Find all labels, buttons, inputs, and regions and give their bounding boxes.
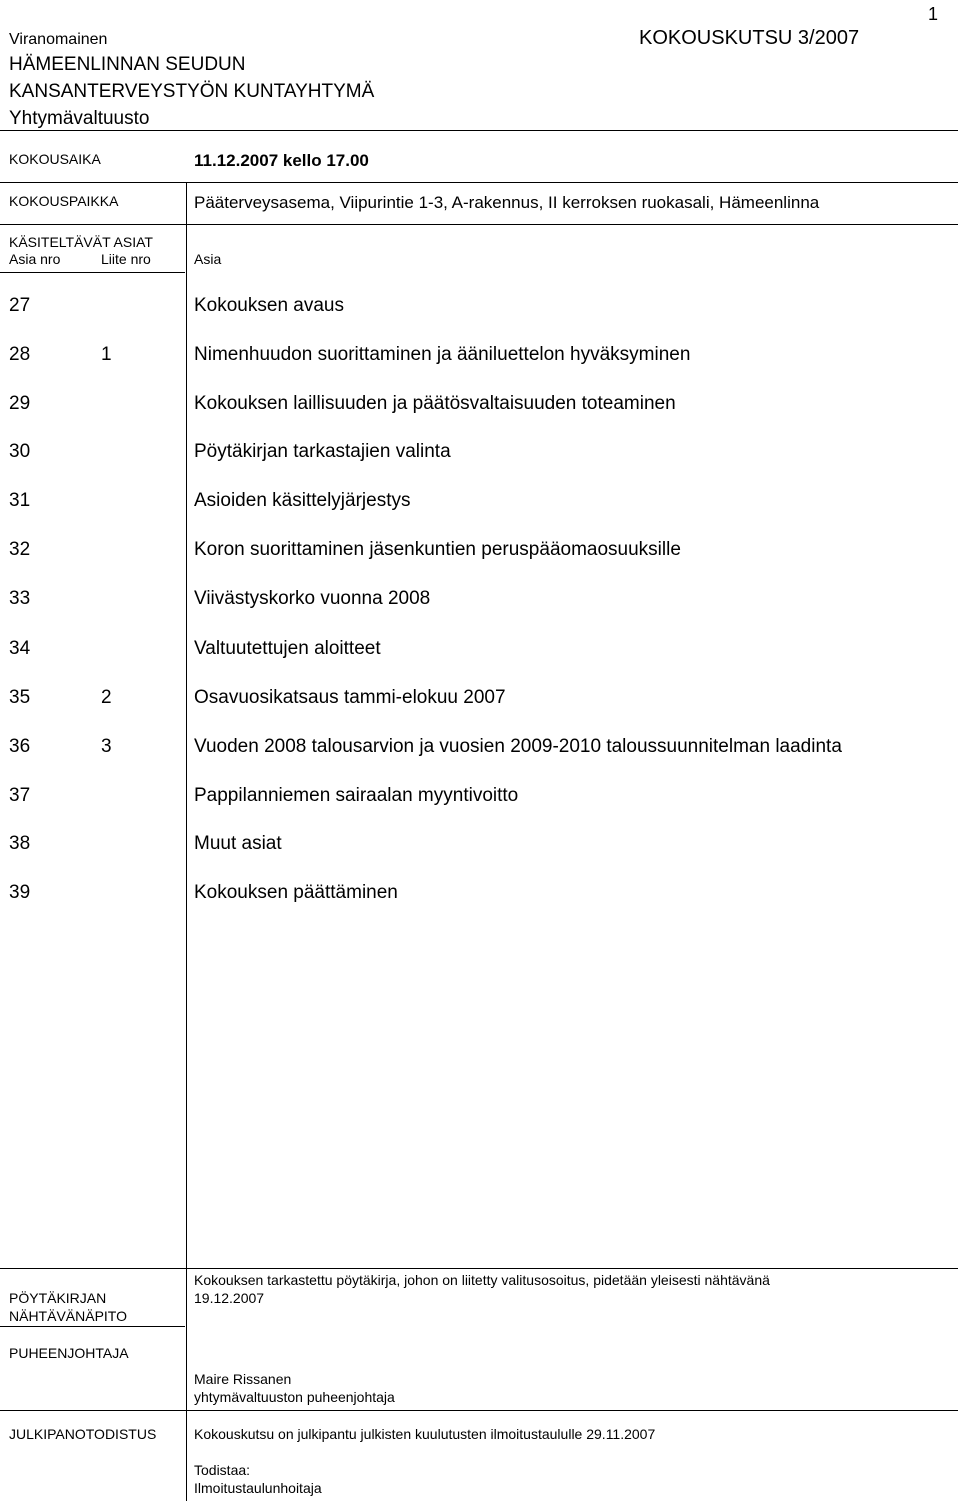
display-text-2: 19.12.2007 bbox=[194, 1290, 265, 1306]
agenda-item-title: Valtuutettujen aloitteet bbox=[194, 638, 381, 659]
agenda-item-title: Muut asiat bbox=[194, 833, 282, 854]
meeting-place-label: KOKOUSPAIKKA bbox=[9, 193, 119, 209]
authority-label: Viranomainen bbox=[9, 31, 108, 48]
meeting-place-value: Pääterveysasema, Viipurintie 1-3, A-rakennus, II kerroksen ruokasali, Hämeenlinna bbox=[194, 193, 820, 212]
meeting-time-value: 11.12.2007 kello 17.00 bbox=[194, 151, 369, 170]
agenda-item-title: Nimenhuudon suorittaminen ja ääniluettelon hyväksyminen bbox=[194, 344, 691, 365]
document-type: KOKOUSKUTSU 3/2007 bbox=[639, 27, 860, 49]
chair-name: Maire Rissanen bbox=[194, 1371, 292, 1387]
page-number: 1 bbox=[928, 4, 939, 24]
agenda-item-attachment: 3 bbox=[101, 736, 112, 757]
agenda-item-title: Pöytäkirjan tarkastajien valinta bbox=[194, 441, 451, 462]
display-label-2: NÄHTÄVÄNÄPITO bbox=[9, 1308, 127, 1324]
organization-line-1: HÄMEENLINNAN SEUDUN bbox=[9, 54, 246, 75]
agenda-item-title: Kokouksen laillisuuden ja päätösvaltaisuuden toteaminen bbox=[194, 393, 676, 414]
agenda-item-title: Kokouksen avaus bbox=[194, 295, 344, 316]
organization-line-2: KANSANTERVEYSTYÖN KUNTAYHTYMÄ bbox=[9, 81, 375, 102]
agenda-item-number: 29 bbox=[9, 393, 31, 414]
agenda-item-title: Vuoden 2008 talousarvion ja vuosien 2009-2010 taloussuunnitelman laadinta bbox=[194, 736, 842, 757]
chair-label: PUHEENJOHTAJA bbox=[9, 1345, 129, 1361]
agenda-item-title: Viivästyskorko vuonna 2008 bbox=[194, 588, 431, 609]
agenda-item-number: 37 bbox=[9, 785, 31, 806]
divider-footer bbox=[0, 1268, 958, 1269]
divider-agenda-header bbox=[0, 272, 185, 273]
agenda-item-title: Pappilanniemen sairaalan myyntivoitto bbox=[194, 785, 519, 806]
agenda-item-number: 38 bbox=[9, 833, 31, 854]
agenda-item-number: 32 bbox=[9, 539, 31, 560]
display-label-1: PÖYTÄKIRJAN bbox=[9, 1290, 107, 1306]
notice-board-keeper: Ilmoitustaulunhoitaja bbox=[194, 1480, 322, 1496]
agenda-col-liite: Liite nro bbox=[101, 251, 151, 267]
agenda-item-title: Osavuosikatsaus tammi-elokuu 2007 bbox=[194, 687, 506, 708]
agenda-col-asia: Asia bbox=[194, 251, 222, 267]
notice-text: Kokouskutsu on julkipantu julkisten kuulutusten ilmoitustaululle 29.11.2007 bbox=[194, 1426, 656, 1442]
column-divider bbox=[186, 182, 187, 1501]
divider-place bbox=[0, 224, 958, 225]
governing-body: Yhtymävaltuusto bbox=[9, 108, 150, 129]
divider-notice bbox=[0, 1410, 958, 1411]
agenda-section-label: KÄSITELTÄVÄT ASIAT bbox=[9, 234, 153, 250]
agenda-item-number: 36 bbox=[9, 736, 31, 757]
display-text-1: Kokouksen tarkastettu pöytäkirja, johon on liitetty valitusosoitus, pidetään yleisesti nähtävänä bbox=[194, 1272, 770, 1288]
agenda-item-number: 30 bbox=[9, 441, 31, 462]
agenda-item-attachment: 2 bbox=[101, 687, 112, 708]
agenda-item-number: 34 bbox=[9, 638, 31, 659]
agenda-item-title: Asioiden käsittelyjärjestys bbox=[194, 490, 411, 511]
agenda-item-number: 35 bbox=[9, 687, 31, 708]
agenda-item-number: 33 bbox=[9, 588, 31, 609]
agenda-col-nro: Asia nro bbox=[9, 251, 61, 267]
agenda-item-number: 39 bbox=[9, 882, 31, 903]
divider-chair bbox=[0, 1326, 185, 1327]
meeting-time-label: KOKOUSAIKA bbox=[9, 151, 101, 167]
agenda-item-number: 27 bbox=[9, 295, 31, 316]
agenda-item-number: 31 bbox=[9, 490, 31, 511]
agenda-item-title: Kokouksen päättäminen bbox=[194, 882, 398, 903]
chair-title: yhtymävaltuuston puheenjohtaja bbox=[194, 1389, 395, 1405]
divider-time bbox=[0, 182, 958, 183]
notice-label: JULKIPANOTODISTUS bbox=[9, 1426, 157, 1442]
agenda-item-title: Koron suorittaminen jäsenkuntien peruspääomaosuuksille bbox=[194, 539, 681, 560]
agenda-item-attachment: 1 bbox=[101, 344, 112, 365]
header-divider bbox=[0, 130, 958, 131]
agenda-item-number: 28 bbox=[9, 344, 31, 365]
certified-by-label: Todistaa: bbox=[194, 1462, 251, 1478]
